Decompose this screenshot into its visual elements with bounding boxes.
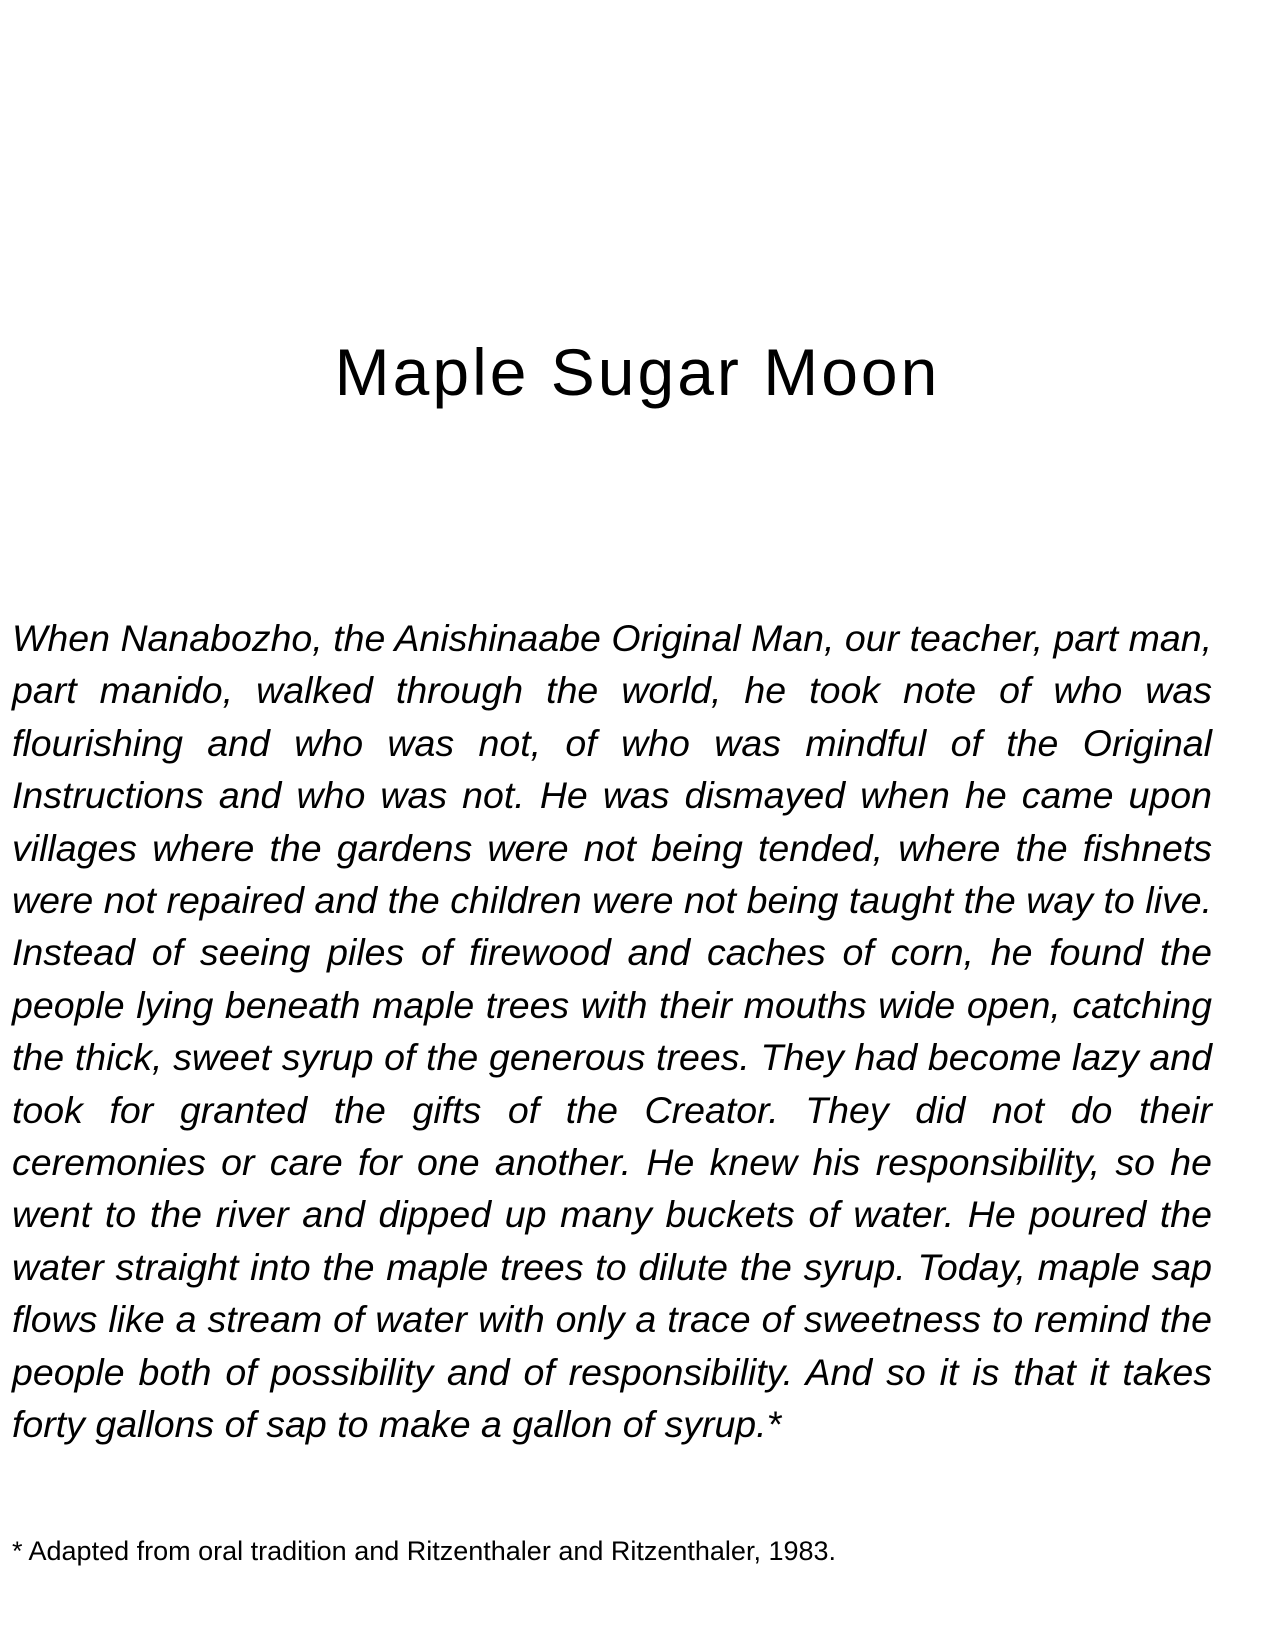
story-paragraph: When Nanabozho, the Anishinaabe Original Man, our teacher, part man, part manido, walked through the world, he took note of who was flourishing and who was not, of who was mindful of the Original Instructions and who was not. He was dismayed when he came upon villages where the gardens were not being tended, where the fishnets were not repaired and the children were not being taught the way to live. Instead of seeing piles of firewood and caches of corn, he found the people lying beneath maple trees with their mouths wide open, catching the thick, sweet syrup of the generous trees. They had become lazy and took for granted the gifts of the Creator. They did not do their ceremonies or care for one another. He knew his responsibility, so he went to the river and dipped up many buckets of water. He poured the water straight into the maple trees to dilute the syrup. Today, maple sap flows like a stream of water with only a trace of sweetness to remind the people both of possibility and of responsibility. And so it is that it takes forty gallons of sap to make a gallon of syrup.*: [12, 617, 1212, 1446]
page-title: Maple Sugar Moon: [334, 335, 941, 409]
footnote: * Adapted from oral tradition and Ritzenthaler and Ritzenthaler, 1983.: [12, 1536, 837, 1566]
